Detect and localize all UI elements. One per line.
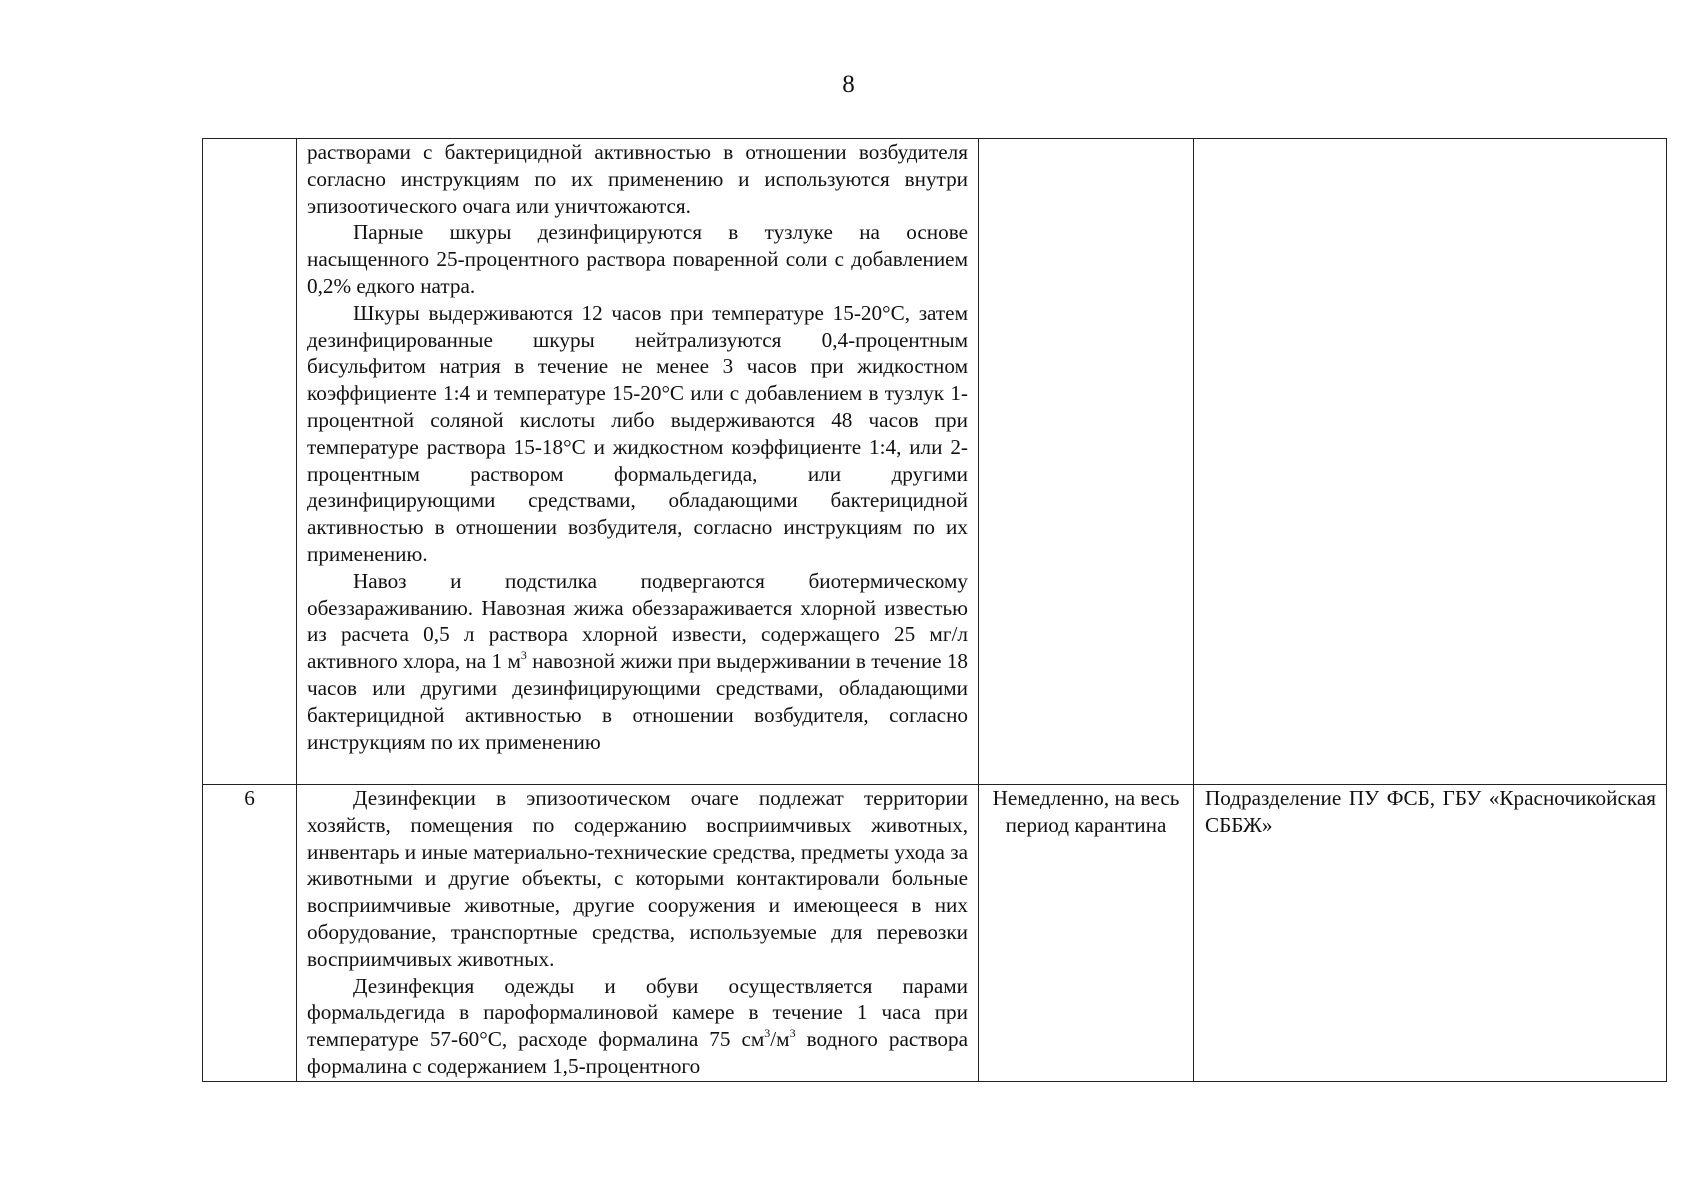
responsible-text: Подразделение ПУ ФСБ, ГБУ «Красночикойская СББЖ»: [1205, 786, 1656, 837]
measures-table: [202, 138, 1667, 1082]
paragraph: Дезинфекция одежды и обуви осуществляется парами формальдегида в пароформалиновой камере в течение 1 часа при температуре 57-60°С, расходе формалина 75 $см^3/м^3$ водного раствора формалина с содержанием 1,5-процентного: [307, 973, 968, 1078]
table-row: [203, 785, 1667, 1082]
paragraph: Шкуры выдерживаются 12 часов при температуре 15-20°С, затем дезинфицированные шкуры нейтрализуются 0,4-процентным бисульфитом натрия в течение не менее 3 часов при жидкостном коэффициенте 1:4 и температуре 15-20°С или с добавлением в тузлук 1-процентной соляной кислоты либо выдерживаются 48 часов при температуре раствора 15-18°С и жидкостном коэффициенте 1:4, или 2-процентным раствором формальдегида, или другими дезинфицирующими средствами, обладающими бактерицидной активностью в отношении возбудителя, согласно инструкциям по их применению.: [307, 300, 968, 566]
paragraph: Парные шкуры дезинфицируются в тузлуке на основе насыщенного 25-процентного раствора поваренной соли с добавлением 0,2% едкого натра.: [307, 220, 968, 298]
measure-description-cell: [297, 785, 979, 1082]
page-number: 8: [842, 71, 855, 98]
row-number-cell: 6: [203, 785, 297, 1082]
paragraph: растворами с бактерицидной активностью в отношении возбудителя согласно инструкциям по их применению и используются внутри эпизоотического очага или уничтожаются.: [307, 140, 968, 218]
term-cell: Немедленно, на весь период карантина: [979, 785, 1194, 1082]
paragraph: Навоз и подстилка подвергаются биотермическому обеззараживанию. Навозная жижа обеззараживается хлорной известью из расчета 0,5 л раствора хлорной извести, содержащего 25 мг/л активного хлора, на 1 $м^3$ навозной жижи при выдерживании в течение 18 часов или другими дезинфицирующими средствами, обладающими бактерицидной активностью в отношении возбудителя, согласно инструкциям по их применению: [307, 568, 969, 754]
term-cell: [979, 139, 1194, 785]
table-row: [203, 139, 1667, 785]
row-number-cell: [203, 139, 297, 785]
responsible-cell: [1194, 785, 1667, 1082]
measure-description-cell: [297, 139, 979, 785]
paragraph: Дезинфекции в эпизоотическом очаге подлежат территории хозяйств, помещения по содержанию восприимчивых животных, инвентарь и иные материально-технические средства, предметы ухода за животными и другие объекты, с которыми контактировали больные восприимчивые животные, другие сооружения и имеющееся в них оборудование, транспортные средства, используемые для перевозки восприимчивых животных.: [307, 786, 968, 971]
responsible-cell: [1194, 139, 1667, 785]
